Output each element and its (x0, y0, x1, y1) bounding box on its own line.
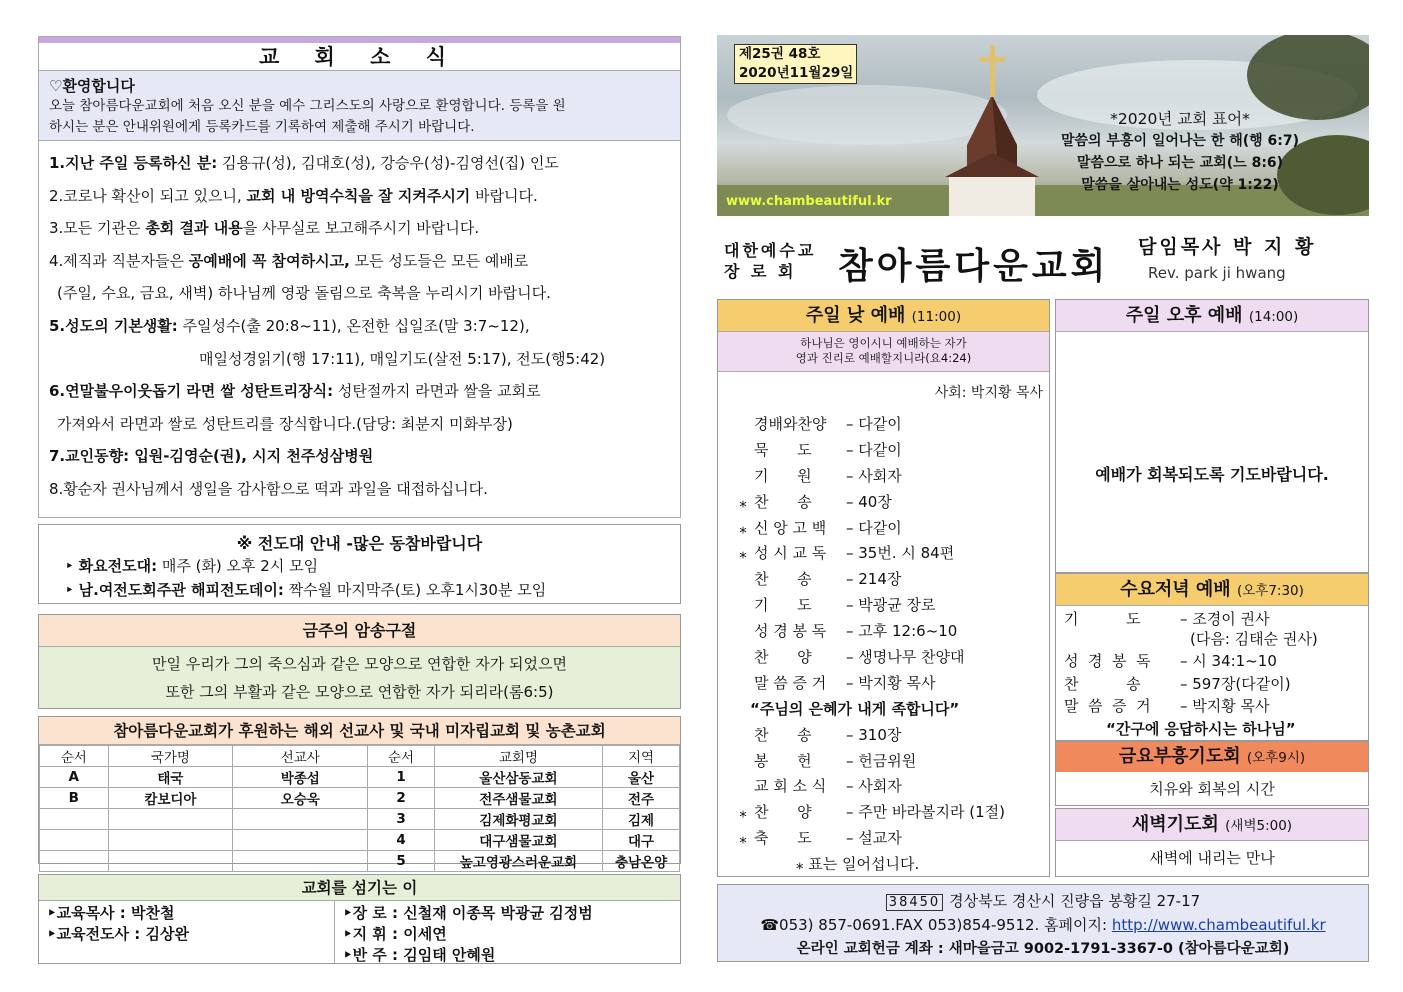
wednesday-worship-title (1056, 574, 1368, 606)
standing-star-icon: ⁎ (739, 803, 747, 822)
worship-order-name: 찬 송 (754, 570, 812, 589)
news-item-4-c: 모든 성도들은 모든 예배로 (349, 251, 529, 270)
missions-cell: 2 (368, 788, 434, 809)
denomination (724, 240, 816, 282)
worship-order-desc: – 40장 (846, 492, 892, 511)
phone-fax: ☎053) 857-0691.FAX 053)854-9512. 홈페이지: (760, 916, 1112, 934)
worship-order-name: 성 경 봉 독 (754, 622, 827, 641)
standing-star-icon: ⁎ (739, 544, 747, 563)
missions-header-cell: 순서 (368, 746, 434, 767)
standing-star-icon (732, 645, 754, 671)
news-item-6-cont: 가져와서 라면과 쌀로 성탄트리를 장식합니다.(담당: 최분지 미화부장) (57, 414, 513, 433)
missions-row (40, 851, 680, 872)
worship-order-item (732, 619, 1049, 645)
missions-cell (233, 830, 368, 851)
street-address: 경상북도 경산시 진량읍 봉황길 27-17 (949, 892, 1201, 910)
missions-cell (108, 830, 233, 851)
missions-header-cell: 지역 (603, 746, 680, 767)
missions-cell: A (40, 767, 109, 788)
worship-order-name: 축 도 (754, 829, 812, 848)
worship-order-2 (718, 723, 1049, 852)
missions-cell: B (40, 788, 109, 809)
worship-order-name: 신 앙 고 백 (754, 518, 827, 537)
news-item-4-a: 4.제직과 직분자들은 (49, 251, 189, 270)
worship-order-item (732, 464, 1049, 490)
motto-line-1: 말씀의 부흥이 일어나는 한 해(행 6:7) (1060, 133, 1300, 149)
standing-star-icon (732, 723, 754, 749)
missions-cell (40, 851, 109, 872)
afternoon-worship-panel (1055, 299, 1369, 573)
afternoon-worship-label: 주일 오후 예배 (1125, 305, 1243, 326)
evangelism-panel (38, 524, 681, 604)
worship-order-desc: – 310장 (846, 725, 902, 744)
memory-verse-line-2: 또한 그의 부활과 같은 모양으로 연합한 자가 되리라(롬6:5) (165, 683, 554, 701)
church-motto (1040, 108, 1320, 196)
wednesday-worship-panel (1055, 573, 1369, 741)
standing-star-icon (732, 671, 754, 697)
missions-cell: 울산 (603, 767, 680, 788)
standing-star-icon (732, 749, 754, 775)
welcome-section (39, 71, 680, 141)
pastor-name-english: Rev. park ji hwang (1148, 264, 1286, 282)
wednesday-sermon-title: “간구에 응답하시는 하나님” (1106, 719, 1296, 738)
worship-order-item (732, 438, 1049, 464)
church-name: 참아름다운교회 (838, 246, 1110, 287)
friday-prayer-time: (오후9시) (1246, 750, 1306, 766)
news-item-1-label: 1.지난 주일 등록하신 분: (49, 154, 218, 172)
missions-header-cell: 교회명 (434, 746, 602, 767)
staff-conductor: ‣지 휘 : 이세연 (343, 925, 447, 943)
missions-cell: 김제화평교회 (434, 809, 602, 830)
news-item-4-cont: (주일, 수요, 금요, 새벽) 하나님께 영광 돌림으로 축복을 누리시기 바랍니다. (57, 284, 551, 303)
worship-order-name: 말 씀 증 거 (754, 673, 827, 692)
missions-cell: 전주샘물교회 (434, 788, 602, 809)
wednesday-worship-time: (오후7:30) (1236, 583, 1304, 599)
evangelism-row-2-label: 남.여전도회주관 해피전도데이: (78, 581, 284, 599)
evangelism-row-2 (39, 578, 680, 602)
missions-cell: 박종섭 (233, 767, 368, 788)
bullet-icon: ‣ (65, 557, 79, 575)
sunday-sermon-title: “주님의 은혜가 내게 족합니다” (750, 699, 960, 718)
sunday-verse-line-1: 하나님은 영이시니 예배하는 자가 (800, 336, 967, 350)
welcome-heading: ♡환영합니다 (49, 77, 135, 95)
news-title: 교 회 소 식 (39, 43, 680, 71)
news-item-2 (49, 180, 670, 213)
evangelism-row-1-text: 매주 (화) 오후 2시 모임 (157, 557, 319, 575)
homepage-link[interactable]: http://www.chambeautiful.kr (1111, 916, 1326, 934)
worship-order-desc: – 214장 (846, 570, 902, 589)
worship-order-item (732, 800, 1049, 826)
friday-prayer-panel (1055, 741, 1369, 806)
staff-title: 교회를 섬기는 이 (39, 875, 680, 901)
worship-order-desc: – 헌금위원 (846, 751, 917, 770)
standing-star-icon (732, 567, 754, 593)
worship-order-item (732, 541, 1049, 567)
news-item-4 (49, 245, 670, 278)
welcome-text-2: 하시는 분은 안내위원에게 등록카드를 기록하여 제출해 주시기 바랍니다. (49, 119, 475, 135)
dawn-prayer-label: 새벽기도회 (1131, 814, 1219, 835)
worship-order-name: 찬 송 (754, 725, 812, 744)
denomination-line-1: 대한예수교 (724, 241, 817, 260)
sunday-verse (718, 332, 1049, 372)
news-item-5-text: 주일성수(출 20:8~11), 온전한 십일조(말 3:7~12), (177, 316, 530, 335)
worship-order-name: 찬 양 (754, 648, 812, 667)
wednesday-worship-label: 수요저녁 예배 (1120, 579, 1231, 600)
standing-star-icon: ⁎ (739, 518, 747, 537)
motto-title: *2020년 교회 표어* (1110, 110, 1250, 128)
missions-cell: 3 (368, 809, 434, 830)
missions-cell: 대구 (603, 830, 680, 851)
standing-star-icon (732, 464, 754, 490)
wednesday-order (1056, 606, 1368, 740)
worship-order-item (732, 645, 1049, 671)
afternoon-worship-body: 예배가 회복되도록 기도바랍니다. (1095, 465, 1329, 484)
standing-star-icon: ⁎ (739, 829, 747, 848)
dawn-prayer-body: 새벽에 내리는 만나 (1149, 849, 1275, 867)
news-item-6-label: 6.연말불우이웃돕기 라면 쌀 성탄트리장식: (49, 382, 334, 401)
wednesday-sermon-desc: – 박지황 목사 (1180, 697, 1270, 715)
standing-star-icon (732, 774, 754, 800)
worship-order-name: 찬 송 (754, 492, 812, 511)
worship-order-name: 기 도 (754, 596, 812, 615)
news-items (39, 141, 680, 512)
bullet-icon: ‣ (65, 581, 79, 599)
worship-order-item (732, 567, 1049, 593)
friday-prayer-body: 치유와 회복의 시간 (1149, 780, 1275, 798)
address-panel (717, 884, 1369, 962)
issue-date: 2020년11월29일 (739, 65, 854, 81)
worship-order-desc: – 35번. 시 84편 (846, 544, 955, 563)
sunday-worship-panel (717, 299, 1050, 877)
missions-title: 참아름다운교회가 후원하는 해외 선교사 및 국내 미자립교회 및 농촌교회 (39, 717, 680, 745)
pastor-name: 담임목사 박 지 황 (1138, 236, 1317, 258)
missions-cell (108, 809, 233, 830)
news-item-3-b: 총회 결과 내용 (145, 219, 243, 238)
evangelism-row-1 (39, 554, 680, 578)
missions-cell (233, 851, 368, 872)
wednesday-hymn-label: 찬 송 (1064, 674, 1141, 693)
missions-cell: 1 (368, 767, 434, 788)
memory-verse-line-1: 만일 우리가 그의 죽으심과 같은 모양으로 연합한 자가 되었으면 (152, 655, 567, 673)
issue-number: 제25권 48호 (739, 46, 821, 62)
missions-cell: 대구샘물교회 (434, 830, 602, 851)
staff-accompanist: ‣반 주 : 김임태 안혜원 (343, 946, 496, 964)
standing-note: ⁎ 표는 일어섭니다. (796, 855, 920, 874)
missions-cell: 태국 (108, 767, 233, 788)
contact-line (718, 913, 1368, 937)
missions-cell (233, 809, 368, 830)
staff-education-evangelist: ‣교육전도사 : 김상완 (47, 925, 189, 943)
dawn-prayer-title (1056, 809, 1368, 841)
standing-star-icon (732, 412, 754, 438)
motto-line-2: 말씀으로 하나 되는 교회(느 8:6) (1076, 155, 1284, 171)
dawn-prayer-panel (1055, 808, 1369, 877)
church-news-panel (38, 36, 681, 518)
worship-order-name: 기 원 (754, 466, 812, 485)
news-item-8: 8.황순자 권사님께서 생일을 감사함으로 떡과 과일을 대접하십니다. (49, 479, 488, 498)
friday-prayer-title (1056, 742, 1368, 772)
wednesday-reading (1064, 650, 1368, 673)
worship-order-item (732, 749, 1049, 775)
missions-cell: 오승욱 (233, 788, 368, 809)
denomination-line-2: 장 로 회 (724, 262, 797, 281)
news-item-7-text: 7.교인동향: 입원-김영순(권), 시지 천주성삼병원 (49, 447, 374, 466)
missions-cell (40, 809, 109, 830)
news-item-1 (49, 147, 670, 180)
wednesday-hymn (1064, 673, 1368, 696)
staff-right (335, 901, 681, 963)
worship-order-name: 성 시 교 독 (754, 544, 827, 563)
missions-cell: 김제 (603, 809, 680, 830)
sunday-worship-time: (11:00) (911, 309, 962, 325)
worship-order-item (732, 671, 1049, 697)
news-item-7 (49, 440, 670, 473)
worship-order-desc: – 설교자 (846, 829, 902, 848)
worship-order-item (732, 826, 1049, 852)
staff-education-pastor: ‣교육목사 : 박찬철 (47, 904, 175, 922)
worship-order-desc: – 고후 12:6~10 (846, 622, 958, 641)
offering-account: 온라인 교회헌금 계좌 : 새마을금고 9002-1791-3367-0 (참아름다운교회) (796, 941, 1290, 957)
worship-order-item (732, 723, 1049, 749)
wednesday-prayer-next: (다음: 김태순 권사) (1190, 629, 1318, 648)
missions-panel (38, 716, 681, 871)
worship-order-name: 묵 도 (754, 440, 812, 459)
worship-order-desc: – 다같이 (846, 440, 902, 459)
friday-prayer-label: 금요부흥기도회 (1118, 746, 1241, 767)
missions-header-cell: 국가명 (108, 746, 233, 767)
worship-order-name: 교 회 소 식 (754, 777, 827, 796)
news-item-3-c: 을 사무실로 보고해주시기 바랍니다. (242, 219, 480, 238)
standing-star-icon: ⁎ (739, 492, 747, 511)
worship-order-desc: – 다같이 (846, 415, 902, 433)
welcome-text-1: 오늘 참아름다운교회에 처음 오신 분을 예수 그리스도의 사랑으로 환영합니다. 등록을 원 (49, 98, 566, 114)
missions-header-cell: 선교사 (233, 746, 368, 767)
memory-verse-body (39, 647, 680, 708)
wednesday-hymn-desc: – 597장(다같이) (1180, 674, 1291, 693)
worship-order-desc: – 주만 바라볼지라 (1절) (846, 803, 1005, 822)
sunday-worship-label: 주일 낮 예배 (805, 305, 906, 326)
staff-elders: ‣장 로 : 신철재 이종목 박광균 김정범 (343, 904, 593, 922)
news-item-1-text: 김용규(성), 김대호(성), 강승우(성)-김영선(집) 인도 (217, 154, 559, 172)
missions-cell: 높고영광스러운교회 (434, 851, 602, 872)
wednesday-reading-label: 성 경 봉 독 (1064, 652, 1151, 670)
wednesday-reading-desc: – 시 34:1~10 (1180, 652, 1277, 670)
memory-verse-panel (38, 614, 681, 709)
news-item-6-text: 성탄절까지 라면과 쌀을 교회로 (333, 382, 541, 401)
worship-order-desc: – 사회자 (846, 777, 902, 796)
banner-url: www.chambeautiful.kr (726, 194, 892, 209)
missions-cell: 4 (368, 830, 434, 851)
worship-order-name: 찬 양 (754, 803, 812, 822)
staff-panel (38, 874, 681, 964)
missions-row (40, 809, 680, 830)
missions-cell: 울산삼동교회 (434, 767, 602, 788)
missions-header-row (40, 746, 680, 767)
missions-row (40, 788, 680, 809)
sunday-worship-title (718, 300, 1049, 332)
staff-left (39, 901, 335, 963)
motto-line-3: 말씀을 살아내는 성도(약 1:22) (1081, 177, 1279, 193)
wednesday-prayer-label: 기 도 (1064, 610, 1141, 628)
afternoon-worship-time: (14:00) (1248, 309, 1299, 325)
missions-row (40, 830, 680, 851)
news-item-5-cont: 매일성경읽기(행 17:11), 매일기도(살전 5:17), 전도(행5:42) (199, 349, 606, 368)
standing-star-icon (732, 619, 754, 645)
news-item-3-a: 3.모든 기관은 (49, 219, 146, 238)
worship-order (718, 412, 1049, 697)
news-item-2-a: 2.코로나 확산이 되고 있으니, (49, 186, 247, 205)
missions-cell: 5 (368, 851, 434, 872)
standing-star-icon (732, 438, 754, 464)
missions-cell (108, 851, 233, 872)
news-item-6 (49, 375, 670, 408)
afternoon-worship-title (1056, 300, 1368, 332)
worship-order-desc: – 박지황 목사 (846, 673, 936, 692)
sunday-host: 사회: 박지황 목사 (934, 385, 1043, 401)
worship-order-name: 봉 헌 (754, 751, 812, 770)
missions-cell (40, 830, 109, 851)
wednesday-sermon-label: 말 씀 증 거 (1064, 697, 1151, 715)
worship-order-desc: – 생명나무 찬양대 (846, 648, 965, 667)
missions-header-cell: 순서 (40, 746, 109, 767)
worship-order-item (732, 774, 1049, 800)
wednesday-prayer-desc: – 조경이 권사 (1180, 610, 1270, 628)
news-item-5 (49, 310, 670, 343)
worship-order-name: 경배와찬양 (754, 415, 827, 433)
zip-code: 38450 (886, 894, 943, 911)
sunday-verse-line-2: 영과 진리로 예배할지니라(요4:24) (795, 351, 972, 365)
missions-cell: 충남온양 (603, 851, 680, 872)
news-item-2-b: 교회 내 방역수칙을 잘 지켜주시기 (246, 186, 471, 205)
worship-order-desc: – 다같이 (846, 518, 902, 537)
news-item-4-b: 공예배에 꼭 참여하시고, (188, 251, 350, 270)
missions-cell: 전주 (603, 788, 680, 809)
worship-order-desc: – 사회자 (846, 466, 902, 485)
issue-box (734, 44, 857, 84)
news-item-5-label: 5.성도의 기본생활: (49, 316, 178, 335)
worship-order-item (732, 490, 1049, 516)
worship-order-item (732, 516, 1049, 542)
evangelism-row-1-label: 화요전도대: (78, 557, 158, 575)
worship-order-desc: – 박광균 장로 (846, 596, 936, 615)
missions-table (39, 745, 680, 872)
worship-order-item (732, 412, 1049, 438)
news-item-2-c: 바랍니다. (470, 186, 538, 205)
dawn-prayer-time: (새벽5:00) (1225, 818, 1293, 834)
evangelism-row-2-text: 짝수월 마지막주(토) 오후1시30분 모임 (283, 581, 547, 599)
news-item-3 (49, 212, 670, 245)
memory-verse-title: 금주의 암송구절 (39, 615, 680, 647)
worship-order-item (732, 593, 1049, 619)
wednesday-sermon (1064, 695, 1368, 718)
missions-cell: 캄보디아 (108, 788, 233, 809)
missions-row (40, 767, 680, 788)
standing-star-icon (732, 593, 754, 619)
address-line (718, 889, 1368, 913)
evangelism-title: ※ 전도대 안내 -많은 동참바랍니다 (236, 534, 483, 553)
